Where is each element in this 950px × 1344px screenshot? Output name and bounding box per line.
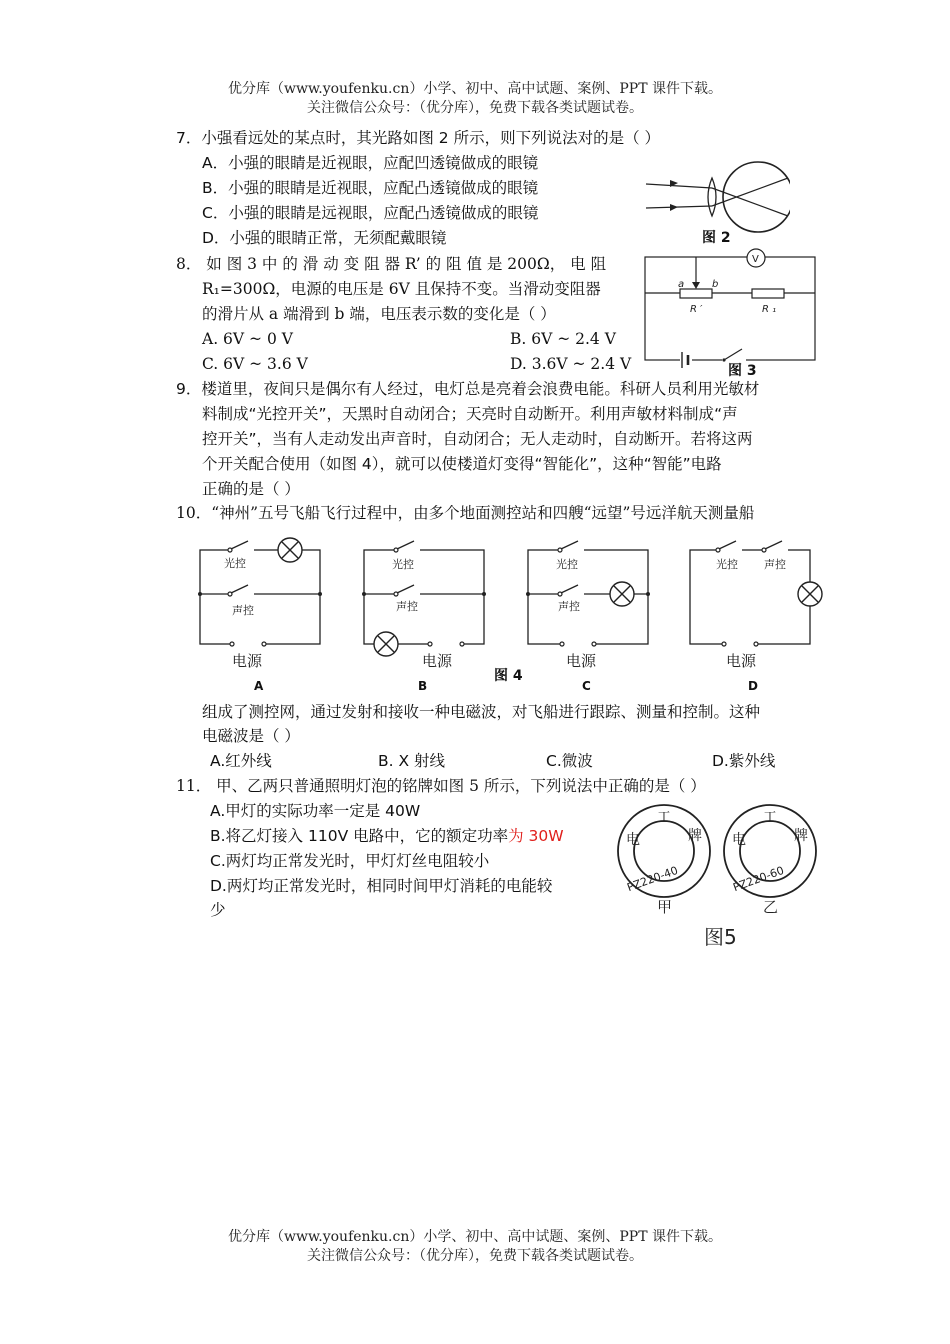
- q9-line-4: 个开关配合使用（如图 4），就可以使楼道灯变得“智能化”，这种“智能”电路: [202, 455, 722, 473]
- svg-text:电: 电: [626, 832, 640, 848]
- svg-text:b: b: [712, 279, 719, 290]
- svg-text:C: C: [582, 679, 591, 693]
- svg-text:乙: 乙: [763, 898, 779, 916]
- svg-text:a: a: [678, 279, 685, 290]
- q11-option-c: C.两灯均正常发光时，甲灯灯丝电阻较小: [210, 852, 490, 870]
- svg-text:甲: 甲: [657, 898, 673, 916]
- svg-text:牌: 牌: [794, 828, 808, 844]
- svg-text:电源: 电源: [422, 652, 453, 670]
- q10-option-c: C.微波: [546, 752, 593, 770]
- q10-option-d: D.紫外线: [712, 752, 776, 770]
- header-line-2: 关注微信公众号：（优分库），免费下载各类试题试卷。: [307, 100, 643, 116]
- figure-5-label: 图5: [704, 925, 737, 949]
- q10-option-b: B. X 射线: [378, 752, 446, 770]
- svg-text:R ₁: R ₁: [762, 304, 777, 315]
- svg-text:电源: 电源: [232, 652, 263, 670]
- q11-option-a: A.甲灯的实际功率一定是 40W: [210, 802, 421, 820]
- nameplate-yi: [724, 805, 816, 916]
- svg-text:R ′: R ′: [690, 304, 703, 315]
- q10-option-a: A.红外线: [210, 752, 272, 770]
- svg-text:B: B: [418, 679, 428, 693]
- q9-line-2: 料制成“光控开关”，天黑时自动闭合；天亮时自动断开。利用声敏材料制成“声: [202, 405, 738, 423]
- q10-line-2: 组成了测控网，通过发射和接收一种电磁波，对飞船进行跟踪、测量和控制。这种: [202, 703, 761, 721]
- q11-option-b: [210, 826, 564, 846]
- circuit-b: [362, 541, 486, 693]
- svg-text:V: V: [752, 254, 759, 265]
- q7-option-c: C．小强的眼睛是远视眼，应配凸透镜做成的眼镜: [202, 204, 539, 222]
- q10-line-1: 10．“神州”五号飞船飞行过程中，由多个地面测控站和四艘“远望”号远洋航天测量船: [176, 504, 755, 522]
- svg-text:光控: 光控: [224, 557, 246, 570]
- q11-option-b-text: B.将乙灯接入 110V 电路中，它的额定功率: [210, 827, 509, 845]
- footer-line-1: 优分库（www.youfenku.cn）小学、初中、高中试题、案例、PPT 课件下载。: [227, 1229, 722, 1245]
- q10-line-3: 电磁波是（ ）: [202, 727, 300, 745]
- figure-3-label: 图 3: [728, 363, 757, 379]
- svg-text:光控: 光控: [716, 558, 738, 571]
- q9-line-3: 控开关”，当有人走动发出声音时，自动闭合；无人走动时，自动断开。若将这两: [202, 430, 753, 448]
- svg-text:声控: 声控: [232, 604, 254, 617]
- q7-option-d: D．小强的眼睛正常，无须配戴眼镜: [202, 229, 447, 247]
- q8-option-a: A. 6V ~ 0 V: [202, 330, 293, 348]
- q7-option-b: B．小强的眼睛是近视眼，应配凸透镜做成的眼镜: [202, 179, 539, 197]
- svg-text:PZ220-60: PZ220-60: [731, 863, 786, 895]
- figure-3-circuit: [640, 242, 825, 380]
- q9-line-5: 正确的是（ ）: [202, 480, 300, 498]
- q7-option-a: A．小强的眼睛是近视眼，应配凹透镜做成的眼镜: [202, 154, 539, 172]
- svg-text:工: 工: [657, 810, 671, 826]
- circuit-a: [198, 538, 322, 693]
- q8-option-b: B. 6V ~ 2.4 V: [510, 330, 616, 348]
- figure-2-eye-diagram: [640, 160, 790, 250]
- figure-4-circuits: [190, 532, 840, 697]
- footer-line-2: 关注微信公众号：（优分库），免费下载各类试题试卷。: [307, 1248, 643, 1264]
- svg-text:声控: 声控: [396, 600, 418, 613]
- q7-stem: 7．小强看远处的某点时，其光路如图 2 所示，则下列说法对的是（ ）: [176, 129, 661, 147]
- q8-option-c: C. 6V ~ 3.6 V: [202, 355, 308, 373]
- svg-text:D: D: [748, 679, 758, 693]
- q8-line-1: 8． 如 图 3 中 的 滑 动 变 阻 器 R’ 的 阻 值 是 200Ω， 电 阻: [176, 255, 607, 273]
- figure-2-label: 图 2: [702, 230, 731, 246]
- q8-line-2: R₁=300Ω，电源的电压是 6V 且保持不变。当滑动变阻器: [202, 280, 601, 298]
- q11-stem: 11． 甲、乙两只普通照明灯泡的铭牌如图 5 所示，下列说法中正确的是（ ）: [176, 777, 706, 795]
- q11-option-d-line-2: 少: [210, 901, 226, 919]
- svg-text:PZ220-40: PZ220-40: [625, 863, 680, 895]
- figure-5-nameplates: [612, 796, 827, 956]
- svg-text:声控: 声控: [558, 600, 580, 613]
- svg-text:光控: 光控: [392, 558, 414, 571]
- svg-text:电: 电: [732, 832, 746, 848]
- nameplate-jia: [618, 805, 710, 916]
- svg-text:声控: 声控: [764, 558, 786, 571]
- q11-option-b-red: 为 30W: [508, 827, 564, 845]
- svg-text:电源: 电源: [566, 652, 597, 670]
- q11-option-d-line-1: D.两灯均正常发光时，相同时间甲灯消耗的电能较: [210, 877, 553, 895]
- circuit-d: [690, 541, 822, 693]
- svg-text:A: A: [254, 679, 264, 693]
- svg-text:工: 工: [763, 810, 777, 826]
- svg-text:光控: 光控: [556, 558, 578, 571]
- svg-text:牌: 牌: [688, 828, 702, 844]
- q8-option-d: D. 3.6V ~ 2.4 V: [510, 355, 632, 373]
- circuit-c: [526, 541, 650, 693]
- header-line-1: 优分库（www.youfenku.cn）小学、初中、高中试题、案例、PPT 课件下载。: [227, 81, 722, 97]
- q8-line-3: 的滑片从 a 端滑到 b 端，电压表示数的变化是（ ）: [202, 305, 556, 323]
- figure-4-label: 图 4: [494, 668, 523, 684]
- svg-text:电源: 电源: [726, 652, 757, 670]
- q9-line-1: 9．楼道里，夜间只是偶尔有人经过，电灯总是亮着会浪费电能。科研人员利用光敏材: [176, 380, 760, 398]
